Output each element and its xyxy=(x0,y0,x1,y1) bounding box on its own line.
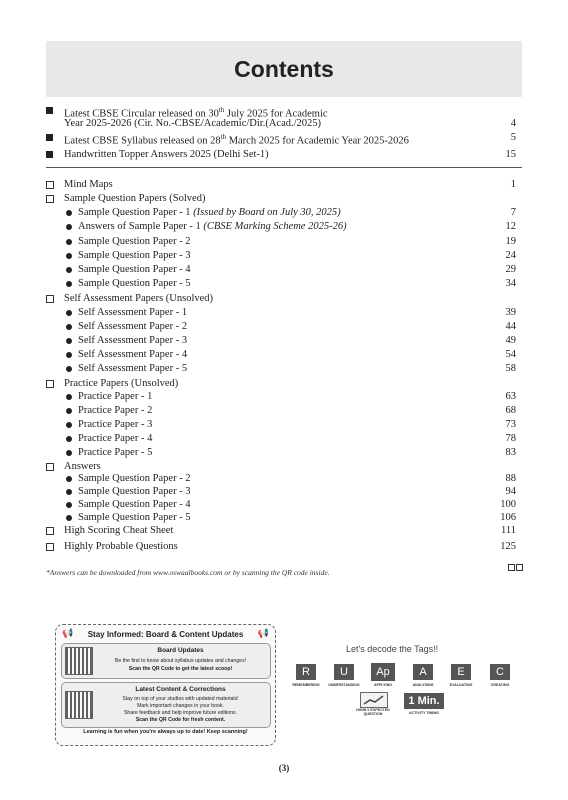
megaphone-icon: 📢 xyxy=(257,628,269,638)
page-title: Contents xyxy=(234,56,334,82)
page-number: 4 xyxy=(510,118,516,129)
tags-title: Let's decode the Tags!! xyxy=(346,644,439,654)
page-number: 73 xyxy=(505,419,516,430)
entry-label: Practice Paper - 4 xyxy=(78,433,153,444)
tag-label: CREATING xyxy=(490,683,510,687)
card-footer: Learning is fun when you're always up to date! Keep scanning! xyxy=(83,729,248,735)
entry-note: (CBSE Marking Scheme 2025-26) xyxy=(203,221,347,232)
page-number: 58 xyxy=(505,363,516,374)
page-number: 106 xyxy=(500,512,516,523)
page-number: 1 xyxy=(510,179,516,190)
entry-label: Self Assessment Paper - 2 xyxy=(78,321,188,332)
page-number: 29 xyxy=(505,264,516,275)
filled-square-icon xyxy=(46,151,53,158)
bullet-dot-icon xyxy=(66,476,72,482)
qr-code-icon[interactable] xyxy=(65,691,93,719)
section-label: Mind Maps xyxy=(64,179,113,190)
divider xyxy=(46,167,522,168)
bullet-dot-icon xyxy=(66,422,72,428)
one-minute-tag: 1 Min. xyxy=(404,693,444,709)
entry-label: Self Assessment Paper - 1 xyxy=(78,307,188,318)
bullet-dot-icon xyxy=(66,436,72,442)
section-label: Answers xyxy=(64,461,101,472)
tag-label: EVALUATING xyxy=(449,683,473,687)
bullet-dot-icon xyxy=(66,324,72,330)
page-number: 125 xyxy=(500,541,516,552)
megaphone-icon: 📢 xyxy=(62,628,74,638)
open-square-icon xyxy=(46,543,54,551)
page-number: 24 xyxy=(505,250,516,261)
page-number: 5 xyxy=(510,132,516,143)
entry-label: Self Assessment Paper - 4 xyxy=(78,349,188,360)
page-number: 34 xyxy=(505,278,516,289)
qr-code-icon[interactable] xyxy=(65,647,93,675)
tag-label: UNDERSTANDING xyxy=(328,683,360,687)
updates-info-card xyxy=(55,624,276,746)
highly-expected-icon xyxy=(360,692,388,708)
item-text: Handwritten Topper Answers 2025 (Delhi Set-1) xyxy=(64,149,269,160)
entry-label: Practice Paper - 2 xyxy=(78,405,153,416)
page-number: 44 xyxy=(505,321,516,332)
open-square-icon xyxy=(46,527,54,535)
open-square-icon xyxy=(46,380,54,388)
item-text: July 2025 for Academic xyxy=(224,108,328,120)
page-number: 15 xyxy=(505,149,516,160)
bullet-dot-icon xyxy=(66,239,72,245)
footnote: *Answers can be downloaded from www.oswaalbooks.com or by scanning the QR code inside. xyxy=(46,568,330,577)
page-number: 7 xyxy=(510,207,516,218)
tag-label: ANALYSING xyxy=(412,683,434,687)
section-label: Self Assessment Papers (Unsolved) xyxy=(64,293,214,304)
bullet-dot-icon xyxy=(66,366,72,372)
page-number: 68 xyxy=(505,405,516,416)
bullet-dot-icon xyxy=(66,515,72,521)
entry-label: Self Assessment Paper - 5 xyxy=(78,363,188,374)
entry-label: Sample Question Paper - 3 xyxy=(78,486,191,497)
box-title: Board Updates xyxy=(157,647,204,654)
filled-square-icon xyxy=(46,107,53,114)
bullet-dot-icon xyxy=(66,450,72,456)
box-line: Mark important changes in your book. xyxy=(137,703,224,709)
page-number: 19 xyxy=(505,236,516,247)
entry-label: Sample Question Paper - 2 xyxy=(78,473,191,484)
entry-note: (Issued by Board on July 30, 2025) xyxy=(193,207,341,218)
open-square-icon xyxy=(46,295,54,303)
open-square-icon xyxy=(46,195,54,203)
bullet-dot-icon xyxy=(66,267,72,273)
bullet-dot-icon xyxy=(66,502,72,508)
bullet-dot-icon xyxy=(66,394,72,400)
bullet-dot-icon xyxy=(66,253,72,259)
entry-label: Sample Question Paper - 4 xyxy=(78,264,191,275)
tag-remembering: R xyxy=(296,664,316,680)
entry-label: Sample Question Paper - 1 xyxy=(78,207,194,218)
box-line: Share feedback and help improve future editions. xyxy=(123,710,238,716)
tag-creating: C xyxy=(490,664,510,680)
page-number: 94 xyxy=(505,486,516,497)
page-number: 100 xyxy=(500,499,516,510)
entry-label: Practice Paper - 5 xyxy=(78,447,153,458)
bullet-dot-icon xyxy=(66,281,72,287)
tag-label: APPLYING xyxy=(373,683,393,687)
page-number: 111 xyxy=(501,525,516,536)
section-label: High Scoring Cheat Sheet xyxy=(64,525,174,536)
item-text: Latest CBSE Syllabus released on 28 xyxy=(64,135,221,147)
tag-label: ACTIVITY TIMING xyxy=(409,711,439,715)
open-square-icon xyxy=(46,181,54,189)
entry-label: Practice Paper - 3 xyxy=(78,419,153,430)
section-label: Sample Question Papers (Solved) xyxy=(64,193,206,204)
superscript: th xyxy=(218,106,225,114)
item-text: March 2025 for Academic Year 2025-2026 xyxy=(226,135,409,147)
card-title: Stay Informed: Board & Content Updates xyxy=(87,630,244,639)
box-line: Be the first to know about syllabus updates and changes! xyxy=(114,658,247,664)
tag-label: HIGHLY EXPECTED QUESTION xyxy=(356,708,390,716)
page-number: 88 xyxy=(505,473,516,484)
box-line: Scan the QR Code for fresh content. xyxy=(135,717,226,723)
item-text: Latest CBSE Circular released on 30 xyxy=(64,108,219,120)
bullet-dot-icon xyxy=(66,408,72,414)
tag-label: REMEMBERING xyxy=(292,683,320,687)
page-number: 83 xyxy=(505,447,516,458)
section-label: Highly Probable Questions xyxy=(64,541,178,552)
box-line: Stay on top of your studies with updated materials! xyxy=(122,696,239,702)
tag-applying: Ap xyxy=(371,663,395,681)
content-updates-box xyxy=(61,682,271,728)
page-number: 39 xyxy=(505,307,516,318)
bullet-dot-icon xyxy=(66,352,72,358)
page-number: 63 xyxy=(505,391,516,402)
open-square-icon xyxy=(46,463,54,471)
tag-evaluating: E xyxy=(451,664,471,680)
item-text: Year 2025-2026 (Cir. No.-CBSE/Academic/Dir.(Acad./2025) xyxy=(64,118,322,129)
page-number: 78 xyxy=(505,433,516,444)
entry-label: Self Assessment Paper - 3 xyxy=(78,335,188,346)
entry-label: Sample Question Paper - 2 xyxy=(78,236,191,247)
entry-label: Sample Question Paper - 3 xyxy=(78,250,191,261)
entry-label: Sample Question Paper - 5 xyxy=(78,512,191,523)
box-title: Latest Content & Corrections xyxy=(135,686,226,693)
bullet-dot-icon xyxy=(66,338,72,344)
entry-label: Sample Question Paper - 4 xyxy=(78,499,191,510)
bullet-dot-icon xyxy=(66,224,72,230)
section-label: Practice Papers (Unsolved) xyxy=(64,378,179,389)
bullet-dot-icon xyxy=(66,489,72,495)
end-of-section-marks xyxy=(507,558,523,576)
page-number: 49 xyxy=(505,335,516,346)
entry-label: Sample Question Paper - 5 xyxy=(78,278,191,289)
page-number: 54 xyxy=(505,349,516,360)
page-number-footer: (3) xyxy=(278,763,290,773)
bullet-dot-icon xyxy=(66,210,72,216)
board-updates-box xyxy=(61,643,271,679)
entry-label: Practice Paper - 1 xyxy=(78,391,153,402)
entry-label: Answers of Sample Paper - 1 xyxy=(78,221,204,232)
superscript: th xyxy=(220,133,227,141)
bullet-dot-icon xyxy=(66,310,72,316)
box-line: Scan the QR Code to get the latest scoop! xyxy=(128,666,233,672)
tag-analysing: A xyxy=(413,664,433,680)
filled-square-icon xyxy=(46,134,53,141)
page-number: 12 xyxy=(505,221,516,232)
tag-understanding: U xyxy=(334,664,354,680)
